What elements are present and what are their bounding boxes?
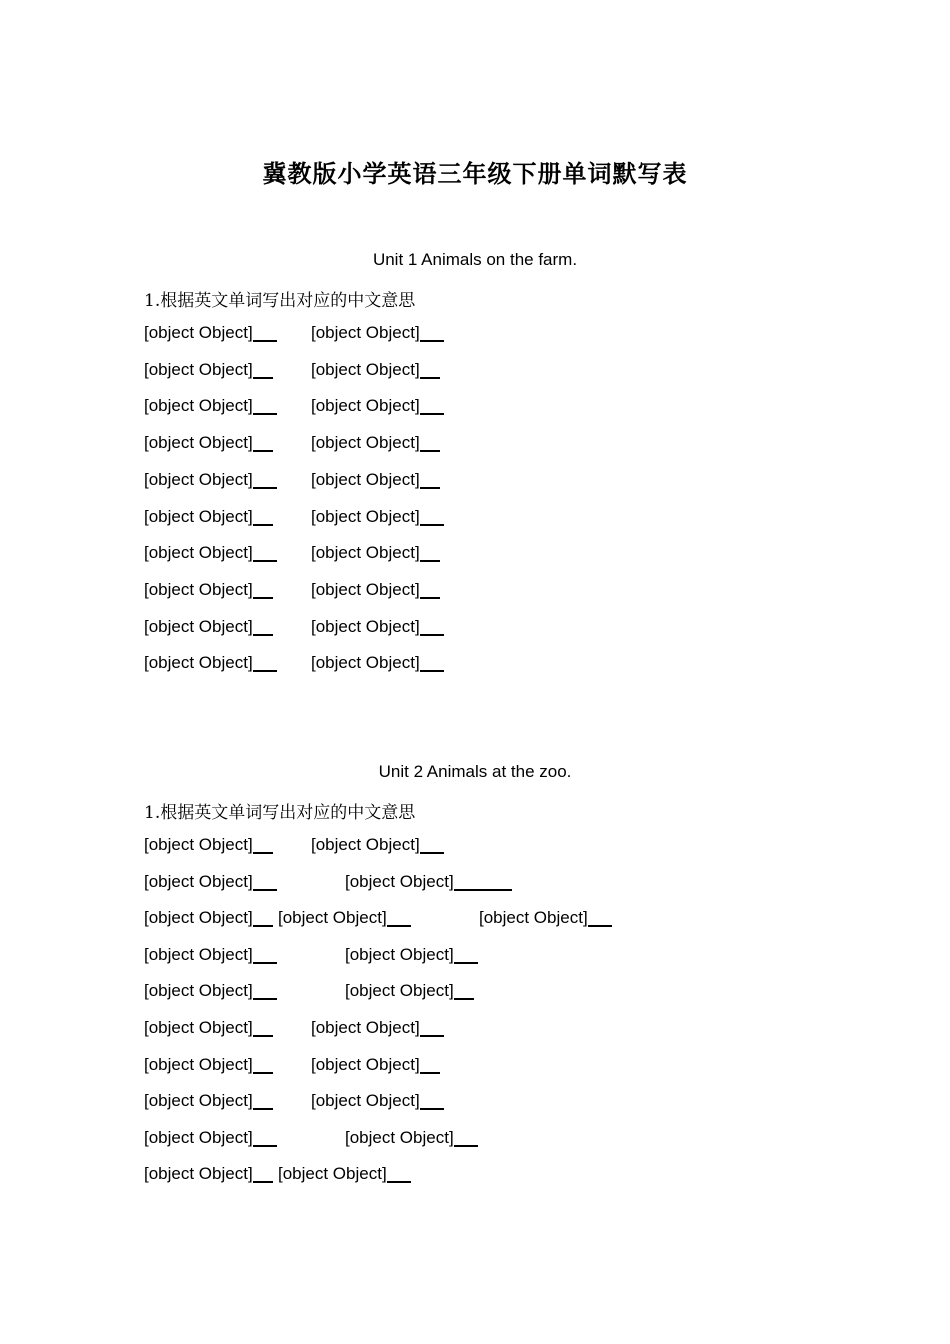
vocab-row <box>0 1054 950 1078</box>
vocab-word: [object Object] <box>144 981 253 1001</box>
vocab-word: [object Object] <box>144 359 253 379</box>
vocab-entry <box>144 652 277 674</box>
answer-blank[interactable] <box>454 871 512 891</box>
vocab-row <box>0 432 950 456</box>
vocab-entry <box>311 322 444 344</box>
answer-blank[interactable] <box>420 652 444 672</box>
vocab-word: [object Object] <box>144 579 253 599</box>
vocab-word: [object Object] <box>345 981 454 1001</box>
vocab-word: [object Object] <box>311 1054 420 1074</box>
answer-blank[interactable] <box>253 834 273 854</box>
vocab-row <box>0 506 950 530</box>
vocab-row <box>0 871 950 895</box>
answer-blank[interactable] <box>253 432 273 452</box>
vocab-entry <box>278 907 411 929</box>
unit1-heading: Unit 1 Animals on the farm. <box>372 250 578 269</box>
vocab-entry <box>479 907 612 929</box>
vocab-entry <box>144 616 273 638</box>
vocab-entry <box>144 322 277 344</box>
answer-blank[interactable] <box>253 395 277 415</box>
vocab-word: [object Object] <box>144 1054 253 1074</box>
vocab-row <box>0 1163 950 1187</box>
vocab-word: [object Object] <box>311 835 420 854</box>
vocab-entry <box>311 432 440 454</box>
vocab-word: [object Object] <box>144 433 253 453</box>
answer-blank[interactable] <box>253 469 277 489</box>
vocab-word: [object Object] <box>345 944 454 964</box>
vocab-word: [object Object] <box>144 908 253 928</box>
unit1-instruction: 1.根据英文单词写出对应的中文意思 <box>144 291 416 311</box>
vocab-word: [object Object] <box>311 469 420 489</box>
answer-blank[interactable] <box>253 1127 277 1147</box>
answer-blank[interactable] <box>420 1054 440 1074</box>
unit2-heading: Unit 2 Animals at the zoo. <box>378 762 572 781</box>
vocab-word: [object Object] <box>311 433 420 453</box>
vocab-word: [object Object] <box>311 1091 420 1111</box>
vocab-row <box>0 1090 950 1114</box>
answer-blank[interactable] <box>253 980 277 1000</box>
answer-blank[interactable] <box>454 1127 478 1147</box>
vocab-word: [object Object] <box>144 543 253 563</box>
vocab-entry <box>144 579 273 601</box>
vocab-word: [object Object] <box>311 653 420 673</box>
vocab-entry <box>144 871 277 893</box>
vocab-row <box>0 322 950 346</box>
answer-blank[interactable] <box>253 652 277 672</box>
answer-blank[interactable] <box>420 579 440 599</box>
vocab-entry <box>345 944 478 966</box>
vocab-word: [object Object] <box>311 323 420 342</box>
answer-blank[interactable] <box>588 907 612 927</box>
vocab-entry <box>144 432 273 454</box>
vocab-entry <box>144 359 273 381</box>
vocab-word: [object Object] <box>345 871 454 891</box>
vocab-word: [object Object] <box>278 908 387 928</box>
answer-blank[interactable] <box>253 1017 273 1037</box>
vocab-entry <box>311 506 444 528</box>
vocab-entry <box>345 980 474 1002</box>
vocab-word: [object Object] <box>311 1018 420 1037</box>
answer-blank[interactable] <box>420 432 440 452</box>
vocab-row <box>0 980 950 1004</box>
answer-blank[interactable] <box>420 469 440 489</box>
vocab-entry <box>144 1054 273 1076</box>
vocab-entry <box>311 1090 444 1112</box>
vocab-row <box>0 395 950 419</box>
vocab-entry <box>311 1017 444 1039</box>
vocab-entry <box>311 834 444 856</box>
answer-blank[interactable] <box>253 944 277 964</box>
vocab-row <box>0 616 950 640</box>
vocab-row <box>0 359 950 383</box>
vocab-entry <box>144 1017 273 1039</box>
vocab-word: [object Object] <box>278 1164 387 1184</box>
vocab-word: [object Object] <box>144 1018 253 1037</box>
answer-blank[interactable] <box>253 1090 273 1110</box>
answer-blank[interactable] <box>253 616 273 636</box>
vocab-entry <box>144 542 277 564</box>
vocab-word: [object Object] <box>144 653 253 673</box>
vocab-entry <box>278 1163 411 1185</box>
vocab-word: [object Object] <box>311 359 420 379</box>
vocab-entry <box>144 469 277 491</box>
answer-blank[interactable] <box>253 579 273 599</box>
vocab-entry <box>144 834 273 856</box>
vocab-word: [object Object] <box>144 1091 253 1111</box>
answer-blank[interactable] <box>387 1163 411 1183</box>
vocab-word: [object Object] <box>144 871 253 891</box>
vocab-word: [object Object] <box>144 1164 253 1184</box>
vocab-entry <box>311 579 440 601</box>
vocab-entry <box>144 980 277 1002</box>
answer-blank[interactable] <box>420 1090 444 1110</box>
vocab-entry <box>144 907 273 929</box>
vocab-row <box>0 1017 950 1041</box>
answer-blank[interactable] <box>253 1054 273 1074</box>
vocab-row <box>0 469 950 493</box>
vocab-word: [object Object] <box>144 616 253 636</box>
vocab-row <box>0 1127 950 1151</box>
answer-blank[interactable] <box>420 616 444 636</box>
vocab-entry <box>345 1127 478 1149</box>
vocab-word: [object Object] <box>311 616 420 636</box>
vocab-row <box>0 944 950 968</box>
answer-blank[interactable] <box>420 1017 444 1037</box>
answer-blank[interactable] <box>387 907 411 927</box>
answer-blank[interactable] <box>253 1163 273 1183</box>
vocab-entry <box>311 395 444 417</box>
vocab-word: [object Object] <box>144 469 253 489</box>
vocab-row <box>0 907 950 931</box>
vocab-row <box>0 834 950 858</box>
vocab-entry <box>311 652 444 674</box>
vocab-row <box>0 542 950 566</box>
answer-blank[interactable] <box>420 359 440 379</box>
vocab-entry <box>311 359 440 381</box>
answer-blank[interactable] <box>253 506 273 526</box>
vocab-entry <box>144 1163 273 1185</box>
answer-blank[interactable] <box>253 322 277 342</box>
answer-blank[interactable] <box>420 506 444 526</box>
vocab-entry <box>311 469 440 491</box>
vocab-word: [object Object] <box>479 908 588 928</box>
vocab-entry <box>144 395 277 417</box>
vocab-word: [object Object] <box>311 543 420 563</box>
vocab-word: [object Object] <box>311 396 420 416</box>
vocab-entry <box>144 1127 277 1149</box>
vocab-word: [object Object] <box>345 1127 454 1147</box>
vocab-entry <box>311 616 444 638</box>
vocab-word: [object Object] <box>311 579 420 599</box>
document-title: 冀教版小学英语三年级下册单词默写表 <box>262 159 688 188</box>
vocab-entry <box>311 542 440 564</box>
vocab-word: [object Object] <box>144 835 253 854</box>
answer-blank[interactable] <box>253 542 277 562</box>
vocab-entry <box>311 1054 440 1076</box>
vocab-word: [object Object] <box>144 396 253 416</box>
answer-blank[interactable] <box>420 395 444 415</box>
vocab-row <box>0 579 950 603</box>
answer-blank[interactable] <box>454 944 478 964</box>
vocab-entry <box>144 506 273 528</box>
vocab-entry <box>144 1090 273 1112</box>
vocab-word: [object Object] <box>144 944 253 964</box>
vocab-entry <box>345 871 512 893</box>
vocab-word: [object Object] <box>311 506 420 526</box>
answer-blank[interactable] <box>454 980 474 1000</box>
vocab-word: [object Object] <box>144 506 253 526</box>
vocab-word: [object Object] <box>144 323 253 342</box>
unit2-instruction: 1.根据英文单词写出对应的中文意思 <box>144 803 416 823</box>
answer-blank[interactable] <box>420 834 444 854</box>
vocab-row <box>0 652 950 676</box>
vocab-word: [object Object] <box>144 1127 253 1147</box>
vocab-entry <box>144 944 277 966</box>
answer-blank[interactable] <box>420 322 444 342</box>
answer-blank[interactable] <box>253 359 273 379</box>
answer-blank[interactable] <box>253 907 273 927</box>
answer-blank[interactable] <box>253 871 277 891</box>
answer-blank[interactable] <box>420 542 440 562</box>
